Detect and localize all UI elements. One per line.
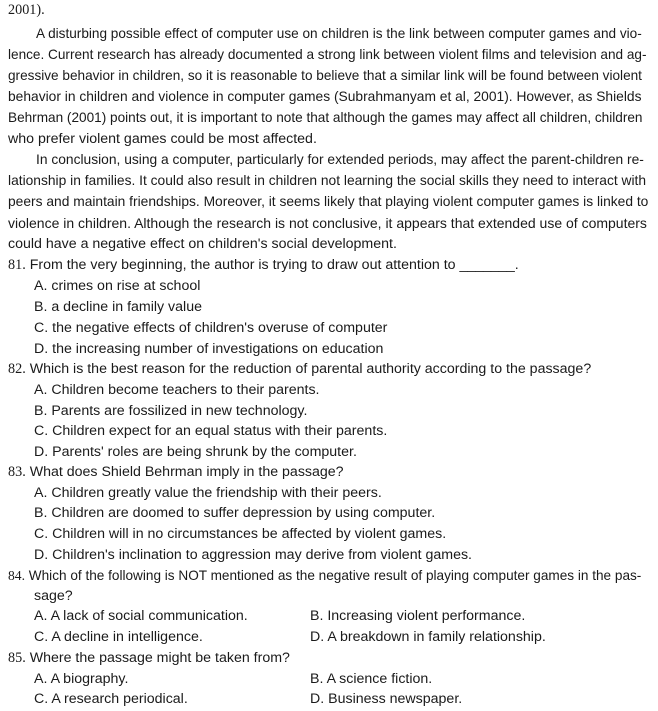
paragraph-1-line-3: gressive behavior in children, so it is reasonable to believe that a similar link will be found between violent — [8, 68, 642, 83]
q84-option-a: A. A lack of social communication. — [34, 608, 248, 624]
q84-option-c: C. A decline in intelligence. — [34, 629, 203, 645]
q83-option-a: A. Children greatly value the friendship with their peers. — [34, 485, 382, 501]
q85-option-c: C. A research periodical. — [34, 691, 188, 707]
question-stem: Where the passage might be taken from? — [29, 650, 290, 666]
question-83 — [8, 462, 344, 482]
q85-option-b: B. A science fiction. — [310, 671, 433, 687]
paragraph-1-line-1: A disturbing possible effect of computer use on children is the link between computer games and vio- — [36, 26, 642, 41]
q84-stem-continued: sage? — [34, 588, 73, 604]
paragraph-2-line-2: lationship in families. It could also result in children not learning the social skills they need to interact with — [8, 173, 647, 188]
q82-option-a: A. Children become teachers to their parents. — [34, 382, 320, 398]
question-number: 82. — [8, 361, 26, 377]
question-number: 85. — [8, 650, 26, 666]
q83-option-c: C. Children will in no circumstances be affected by violent games. — [34, 526, 447, 542]
paragraph-1-line-6: who prefer violent games could be most affected. — [8, 131, 317, 147]
question-stem: Which of the following is NOT mentioned as the negative result of playing computer games in the pas- — [28, 568, 642, 583]
q84-option-b: B. Increasing violent performance. — [310, 608, 526, 624]
q84-option-d: D. A breakdown in family relationship. — [310, 629, 546, 645]
paragraph-1-line-2: lence. Current research has already documented a strong link between violent films and television and ag- — [8, 47, 647, 62]
q81-option-c: C. the negative effects of children's overuse of computer — [34, 320, 388, 336]
q81-option-d: D. the increasing number of investigations on education — [34, 341, 384, 357]
paragraph-2-line-5: could have a negative effect on children's social development. — [8, 236, 397, 252]
q82-option-c: C. Children expect for an equal status with their parents. — [34, 423, 388, 439]
q83-option-d: D. Children's inclination to aggression may derive from violent games. — [34, 547, 472, 563]
paragraph-1-line-4: behavior in children and violence in computer games (Subrahmanyam et al, 2001). However, as Shields — [8, 89, 642, 104]
question-84 — [8, 566, 641, 586]
paragraph-2-line-3: peers and maintain friendships. Moreover, it seems likely that playing violent computer games is linked to — [8, 194, 649, 209]
q82-option-b: B. Parents are fossilized in new technology. — [34, 403, 308, 419]
question-number: 81. — [8, 257, 26, 273]
q81-option-b: B. a decline in family value — [34, 299, 202, 315]
question-stem: What does Shield Behrman imply in the passage? — [29, 464, 344, 480]
question-stem: Which is the best reason for the reduction of parental authority according to the passage? — [29, 361, 592, 377]
paragraph-2-line-4: violence in children. Although the research is not conclusive, it appears that extended use of computers — [8, 215, 647, 231]
q82-option-d: D. Parents' roles are being shrunk by the computer. — [34, 444, 357, 460]
q85-option-d: D. Business newspaper. — [310, 691, 463, 707]
question-number: 84. — [8, 568, 25, 583]
question-number: 83. — [8, 464, 26, 480]
passage-intro-line: 2001). — [8, 2, 45, 18]
q83-option-b: B. Children are doomed to suffer depression by using computer. — [34, 505, 436, 521]
paragraph-1-line-5: Behrman (2001) points out, it is important to note that although the games may affect all children, children — [8, 110, 643, 125]
question-85 — [8, 648, 290, 668]
question-81 — [8, 255, 519, 275]
question-stem: From the very beginning, the author is trying to draw out attention to _______. — [29, 257, 519, 273]
q85-option-a: A. A biography. — [34, 671, 129, 687]
q81-option-a: A. crimes on rise at school — [34, 278, 201, 294]
question-82 — [8, 359, 591, 379]
paragraph-2-line-1: In conclusion, using a computer, particularly for extended periods, may affect the parent-children re- — [36, 152, 644, 167]
